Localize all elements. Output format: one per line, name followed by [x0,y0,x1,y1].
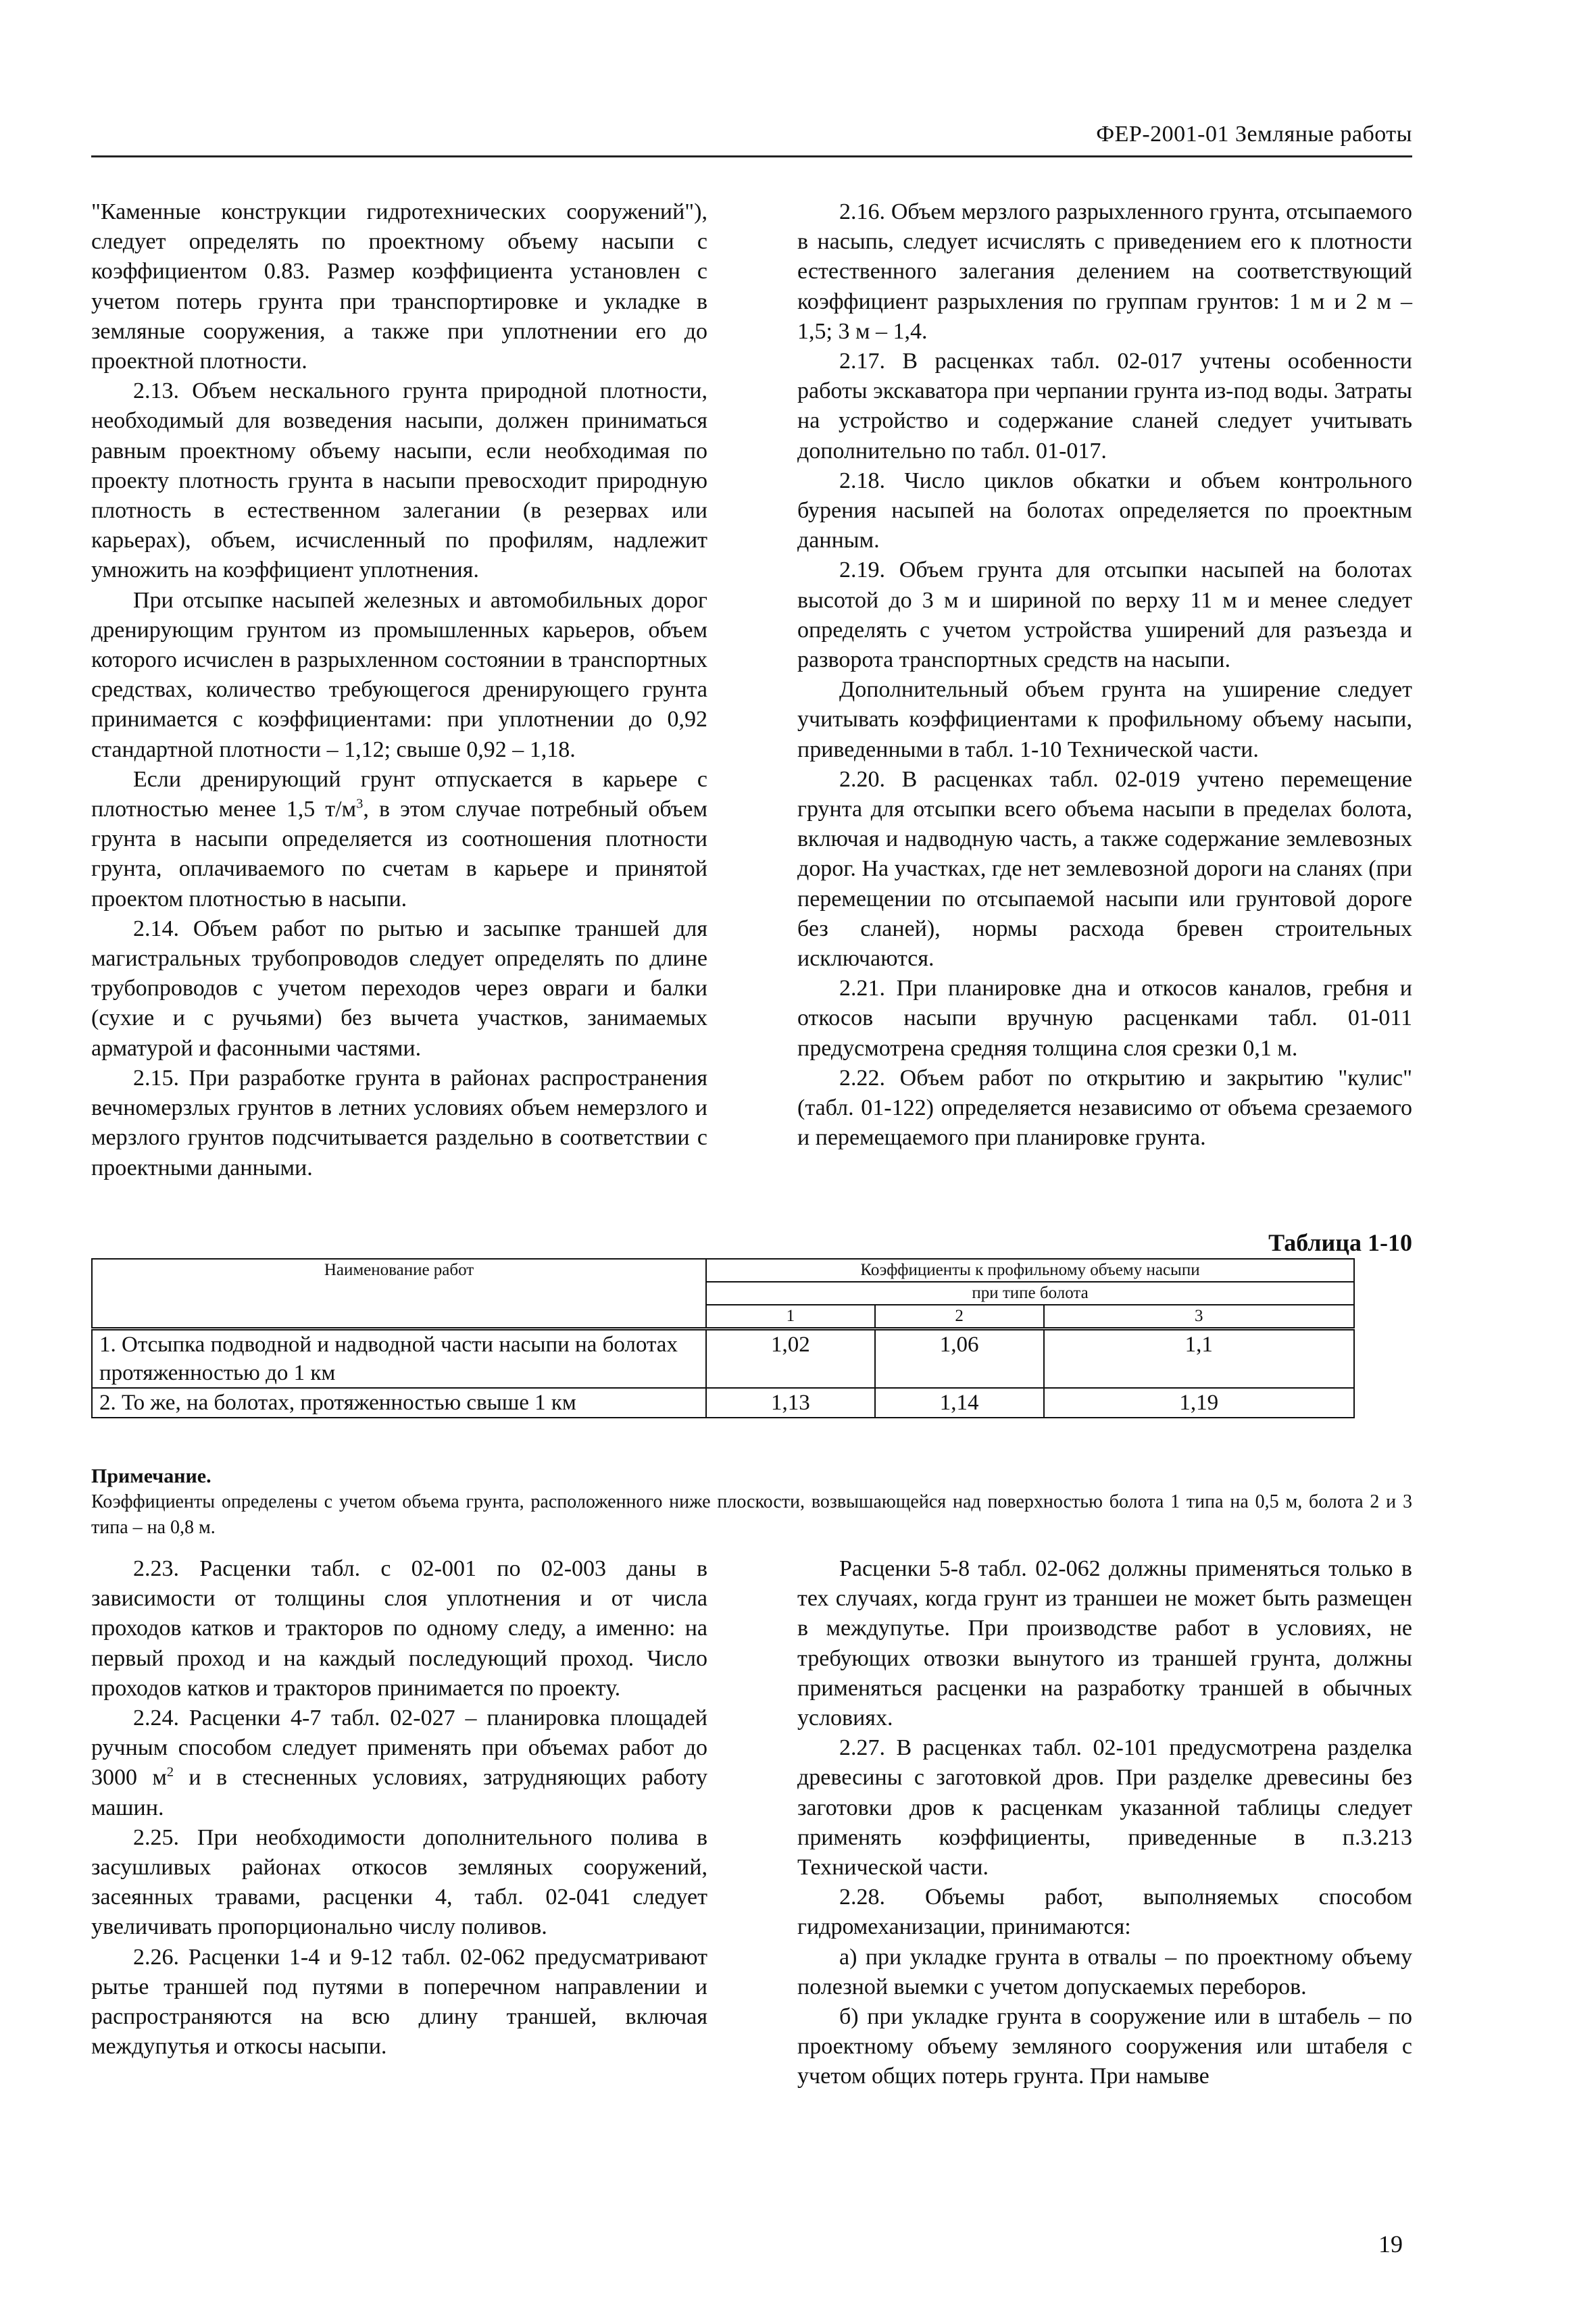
paragraph: 2.22. Объем работ по открытию и закрытию "кулис" (табл. 01-122) определяется независимо от объема срезаемого и перемещаемого при планировке грунта. [797,1065,1412,1151]
paragraph: При отсыпке насыпей железных и автомобильных дорог дренирующим грунтом из промышленных карьеров, объем которого исчислен в разрыхленном состоянии в транспортных средствах, количество требующегося дренирующего грунта принимается с коэффициентами: при уплотнении до 0,92 стандартной плотности – 1,12; свыше 0,92 – 1,18. [91,587,707,762]
paragraph: 2.23. Расценки табл. с 02-001 по 02-003 даны в зависимости от толщины слоя уплотнения и от числа проходов катков и тракторов по одному следу, а именно: на первый проход и на каждый последующий проход. Число проходов катков и тракторов принимается по проекту. [91,1556,707,1701]
table-row [92,1388,1354,1418]
text-column-bottom-right [797,1554,1412,2092]
table-cell-value: 1,1 [1044,1329,1354,1389]
note-title: Примечание. [91,1465,211,1487]
table-title: Таблица 1-10 [1268,1229,1412,1256]
superscript: 2 [166,1765,174,1781]
note-text: Коэффициенты определены с учетом объема грунта, расположенного ниже плоскости, возвышающейся над поверхностью болота 1 типа на 0,5 м, болота 2 и 3 типа – на 0,8 м. [91,1491,1412,1538]
paragraph: 2.18. Число циклов обкатки и объем контрольного бурения насыпей на болотах определяется по проектным данным. [797,468,1412,553]
paragraph: 2.16. Объем мерзлого разрыхленного грунта, отсыпаемого в насыпь, следует исчислять с приведением его к плотности естественного залегания делением на соответствующий коэффициент разрыхления по группам грунтов: 1 м и 2 м – 1,5; 3 м – 1,4. [797,199,1412,344]
paragraph: 2.20. В расценках табл. 02-019 учтено перемещение грунта для отсыпки всего объема насыпи в пределах болота, включая и надводную часть, а также содержание землевозных дорог. На участках, где нет землевозной дороги на сланях (при перемещении по отсыпаемой насыпи или грунтовой дороге без сланей), нормы расхода бревен строительных исключаются. [797,766,1412,972]
paragraph: Расценки 5-8 табл. 02-062 должны применяться только в тех случаях, когда грунт из траншеи не может быть размещен в междупутье. При производстве работ в условиях, не требующих отвозки вынутого из траншей грунта, должны применяться расценки на разработку траншей в обычных условиях. [797,1556,1412,1731]
table-cell-value: 1,13 [706,1388,875,1418]
table-header-swamp-type: при типе болота [706,1282,1354,1305]
text-column-bottom-left [91,1554,707,2062]
table-header-coefficients: Коэффициенты к профильному объему насыпи [706,1259,1354,1282]
paragraph-text: и в стесненных условиях, затрудняющих работу машин. [91,1765,707,1820]
paragraph: 2.26. Расценки 1-4 и 9-12 табл. 02-062 предусматривают рытье траншей под путями в поперечном направлении и распространяются на всю длину траншей, включая междупутья и откосы насыпи. [91,1944,707,2060]
paragraph [91,1703,707,1823]
table-cell-value: 1,19 [1044,1388,1354,1418]
table-cell-value: 1,02 [706,1329,875,1389]
page-header: ФЕР-2001-01 Земляные работы [1096,122,1412,147]
paragraph: Дополнительный объем грунта на уширение следует учитывать коэффициентами к профильному объему насыпи, приведенными в табл. 1-10 Технической части. [797,677,1412,762]
table-header-type: 2 [875,1305,1044,1329]
table-cell-value: 1,14 [875,1388,1044,1418]
superscript: 3 [356,796,364,812]
paragraph: 2.19. Объем грунта для отсыпки насыпей на болотах высотой до 3 м и шириной по верху 11 м и менее следует определять с учетом устройства уширений для разъезда и разворота транспортных средств на насыпи. [797,557,1412,673]
paragraph: 2.17. В расценках табл. 02-017 учтены особенности работы экскаватора при черпании грунта из-под воды. Затраты на устройство и содержание сланей следует учитывать дополнительно по табл. 01-017. [797,349,1412,464]
table-header-type: 3 [1044,1305,1354,1329]
coefficients-table [91,1258,1355,1418]
table-header-row [92,1259,1354,1282]
paragraph: а) при укладке грунта в отвалы – по проектному объему полезной выемки с учетом допускаемых переборов. [797,1944,1412,1999]
paragraph: 2.15. При разработке грунта в районах распространения вечномерзлых грунтов в летних условиях объем немерзлого и мерзлого грунтов подсчитывается раздельно в соответствии с проектными данными. [91,1065,707,1180]
text-column-top-left [91,197,707,1183]
paragraph: б) при укладке грунта в сооружение или в штабель – по проектному объему земляного сооружения или штабеля с учетом общих потерь грунта. При намыве [797,2004,1412,2089]
table-cell-work: 1. Отсыпка подводной и надводной части насыпи на болотах протяженностью до 1 км [92,1329,706,1389]
table-cell-work: 2. То же, на болотах, протяженностью свыше 1 км [92,1388,706,1418]
paragraph: "Каменные конструкции гидротехнических сооружений"), следует определять по проектному объему насыпи с коэффициентом 0.83. Размер коэффициента установлен с учетом потерь грунта при транспортировке и укладке в земляные сооружения, а также при уплотнении его до проектной плотности. [91,199,707,374]
paragraph: 2.28. Объемы работ, выполняемых способом гидромеханизации, принимаются: [797,1885,1412,1940]
paragraph: 2.27. В расценках табл. 02-101 предусмотрена разделка древесины с заготовкой дров. При разделке древесины без заготовки дров к расценкам указанной таблицы следует применять коэффициенты, приведенные в п.3.213 Технической части. [797,1735,1412,1881]
paragraph: 2.25. При необходимости дополнительного полива в засушливых районах откосов земляных сооружений, засеянных травами, расценки 4, табл. 02-041 следует увеличивать пропорционально числу поливов. [91,1824,707,1940]
page-number: 19 [1378,2231,1403,2258]
paragraph-text: Если дренирующий грунт отпускается в карьере с плотностью менее 1,5 т/м [91,766,707,822]
paragraph: 2.14. Объем работ по рытью и засыпке траншей для магистральных трубопроводов следует определять по длине трубопроводов с учетом переходов через овраги и балки (сухие и с ручьями) без вычета участков, занимаемых арматурой и фасонными частями. [91,916,707,1061]
table-row [92,1329,1354,1389]
text-column-top-right [797,197,1412,1153]
paragraph [91,765,707,914]
table-header-type: 1 [706,1305,875,1329]
paragraph-text: , в этом случае потребный объем грунта в насыпи определяется из соотношения плотности грунта, оплачиваемого по счетам в карьере и принятой проектом плотностью в насыпи. [91,797,707,912]
paragraph: 2.21. При планировке дна и откосов каналов, гребня и откосов насыпи вручную расценками табл. 01-011 предусмотрена средняя толщина слоя срезки 0,1 м. [797,976,1412,1061]
table-header-work: Наименование работ [92,1259,706,1329]
table-cell-value: 1,06 [875,1329,1044,1389]
header-rule [91,155,1412,157]
paragraph-text: 2.24. Расценки 4-7 табл. 02-027 – планировка площадей ручным способом следует применять при объемах работ до 3000 м [91,1706,707,1791]
paragraph: 2.13. Объем нескального грунта природной плотности, необходимый для возведения насыпи, должен приниматься равным проектному объему насыпи, если необходимая по проекту плотность грунта в насыпи превосходит природную плотность в естественном залегании (в резервах или карьерах), объем, исчисленный по профилям, надлежит умножить на коэффициент уплотнения. [91,378,707,583]
